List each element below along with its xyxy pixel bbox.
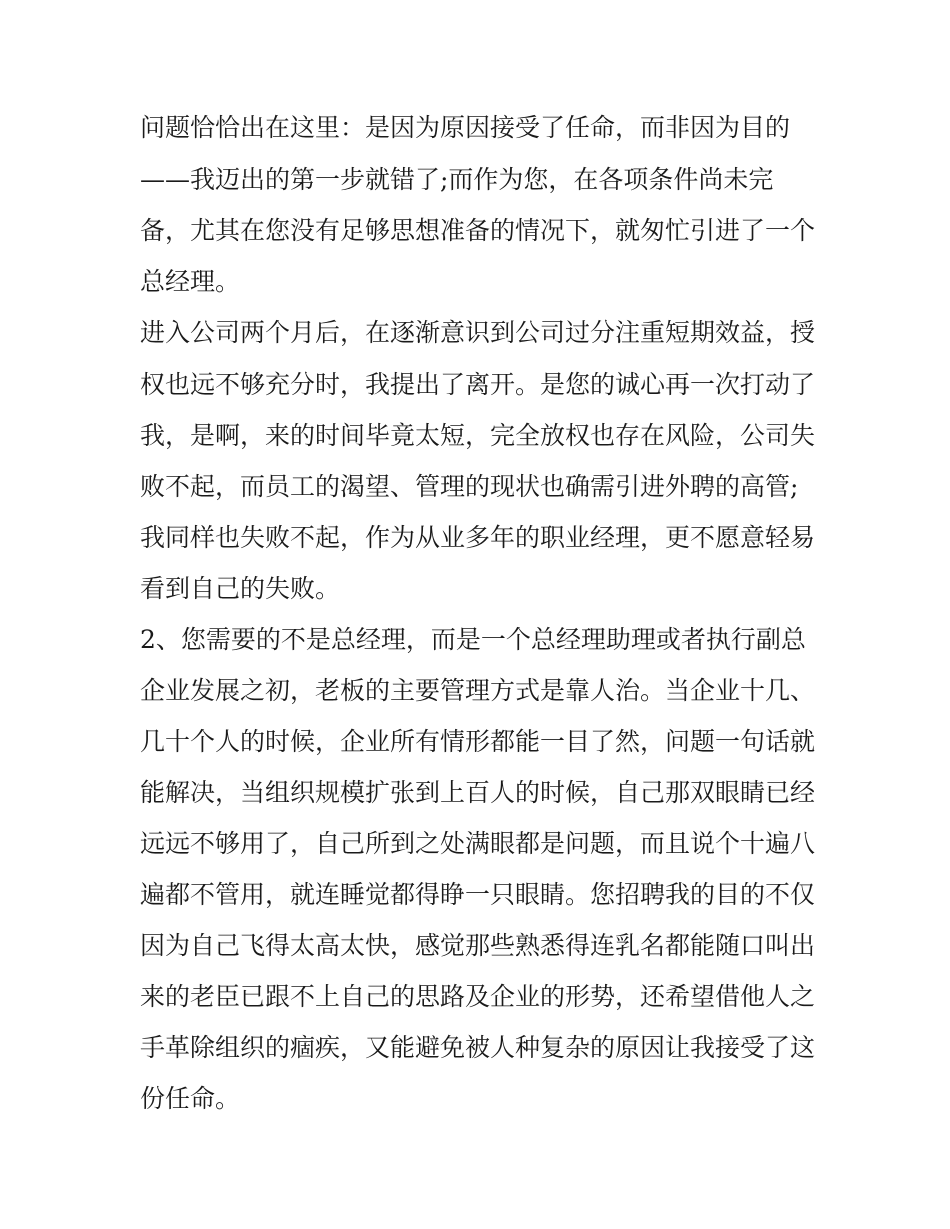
text-line-18: 来的老臣已跟不上自己的思路及企业的形势，还希望借他人之 — [140, 982, 816, 1011]
text-line-4: 总经理。 — [140, 267, 241, 296]
text-line-11: 2、您需要的不是总经理，而是一个总经理助理或者执行副总 — [140, 625, 806, 654]
text-line-3: 备，尤其在您没有足够思想准备的情况下，就匆忙引进了一个 — [140, 216, 816, 245]
text-line-5: 进入公司两个月后，在逐渐意识到公司过分注重短期效益，授 — [140, 318, 816, 347]
text-line-17: 因为自己飞得太高太快，感觉那些熟悉得连乳名都能随口叫出 — [140, 931, 816, 960]
text-line-9: 我同样也失败不起，作为从业多年的职业经理，更不愿意轻易 — [140, 523, 816, 552]
text-line-8: 败不起，而员工的渴望、管理的现状也确需引进外聘的高管; — [140, 472, 799, 501]
text-line-2: ——我迈出的第一步就错了;而作为您，在各项条件尚未完 — [140, 165, 774, 194]
text-line-19: 手革除组织的痼疾，又能避免被人种复杂的原因让我接受了这 — [140, 1033, 816, 1062]
text-line-10: 看到自己的失败。 — [140, 574, 341, 603]
text-line-12: 企业发展之初，老板的主要管理方式是靠人治。当企业十几、 — [140, 676, 816, 705]
text-line-14: 能解决，当组织规模扩张到上百人的时候，自己那双眼睛已经 — [140, 778, 816, 807]
text-line-13: 几十个人的时候，企业所有情形都能一目了然，问题一句话就 — [140, 727, 816, 756]
text-line-20: 份任命。 — [140, 1084, 241, 1113]
text-line-15: 远远不够用了，自己所到之处满眼都是问题，而且说个十遍八 — [140, 829, 816, 858]
text-line-7: 我，是啊，来的时间毕竟太短，完全放权也存在风险，公司失 — [140, 421, 816, 450]
text-line-6: 权也远不够充分时，我提出了离开。是您的诚心再一次打动了 — [140, 370, 816, 399]
text-line-16: 遍都不管用，就连睡觉都得睁一只眼睛。您招聘我的目的不仅 — [140, 880, 816, 909]
text-line-1: 问题恰恰出在这里：是因为原因接受了任命，而非因为目的 — [140, 113, 791, 142]
